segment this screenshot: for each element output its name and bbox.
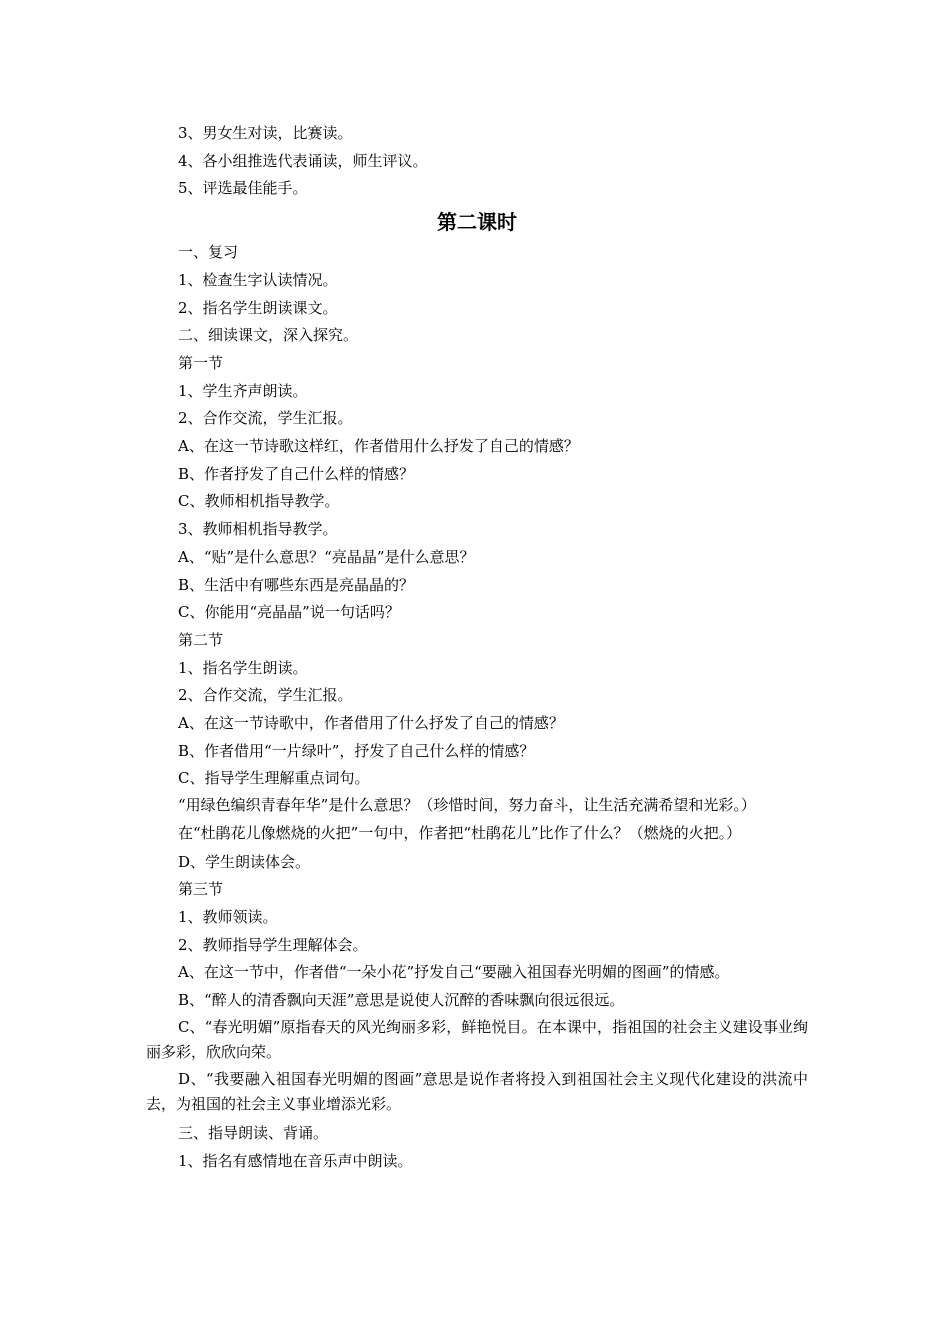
text-line: 1、教师领读。 xyxy=(178,907,278,926)
text-line: 1、指名有感情地在音乐声中朗读。 xyxy=(178,1151,413,1170)
text-line: 4、各小组推选代表诵读，师生评议。 xyxy=(178,151,428,170)
text-line: 2、合作交流，学生汇报。 xyxy=(178,686,353,705)
text-line: 1、指名学生朗读。 xyxy=(178,658,308,677)
paragraph-green-meaning: “用绿色编织青春年华”是什么意思？（珍惜时间，努力奋斗，让生活充满希望和光彩。） xyxy=(178,796,756,815)
text-line: 2、教师指导学生理解体会。 xyxy=(178,935,368,954)
text-line: A、在这一节中，作者借“一朵小花”抒发自己“要融入祖国春光明媚的图画”的情感。 xyxy=(178,963,730,982)
text-line: B、作者借用“一片绿叶”，抒发了自己什么样的情感？ xyxy=(178,741,535,760)
text-line: C、你能用“亮晶晶”说一句话吗？ xyxy=(178,603,400,622)
text-line: B、“醉人的清香飘向天涯”意思是说使人沉醉的香味飘向很远很远。 xyxy=(178,991,625,1010)
text-line: 1、学生齐声朗读。 xyxy=(178,381,308,400)
section-heading: 第二课时 xyxy=(437,210,517,235)
text-line: 2、指名学生朗读课文。 xyxy=(178,298,338,317)
text-line: B、生活中有哪些东西是亮晶晶的？ xyxy=(178,575,415,594)
text-line: B、作者抒发了自己什么样的情感？ xyxy=(178,464,415,483)
text-line: 5、评选最佳能手。 xyxy=(178,179,308,198)
text-line: 3、男女生对读，比赛读。 xyxy=(178,124,353,142)
document-body xyxy=(146,120,808,1176)
text-line: 2、合作交流，学生汇报。 xyxy=(178,409,353,428)
text-line: 1、检查生字认读情况。 xyxy=(178,270,338,289)
paragraph-merge-meaning: D、“我要融入祖国春光明媚的图画”意思是说作者将投入到祖国社会主义现代化建设的洪流中去，为祖国的社会主义事业增添光彩。 xyxy=(146,1070,808,1114)
text-line: A、在这一节诗歌中，作者借用了什么抒发了自己的情感？ xyxy=(178,714,564,733)
text-line: D、学生朗读体会。 xyxy=(178,852,311,871)
paragraph-azalea-metaphor: 在“杜鹃花儿像燃烧的火把”一句中，作者把“杜鹃花儿”比作了什么？（燃烧的火把。） xyxy=(178,823,742,842)
paragraph-spring-meaning: C、“春光明媚”原指春天的风光绚丽多彩，鲜艳悦目。在本课中，指祖国的社会主义建设事业绚丽多彩，欣欣向荣。 xyxy=(146,1017,808,1061)
text-line: 第一节 xyxy=(178,353,224,372)
text-line: 第二节 xyxy=(178,630,224,649)
text-line: 3、教师相机指导教学。 xyxy=(178,520,338,539)
text-line: C、指导学生理解重点词句。 xyxy=(178,769,370,788)
text-line: A、在这一节诗歌这样红，作者借用什么抒发了自己的情感？ xyxy=(178,437,579,456)
text-line: 三、指导朗读、背诵。 xyxy=(178,1124,329,1143)
text-line: A、“贴”是什么意思？“亮晶晶”是什么意思？ xyxy=(178,547,475,566)
text-line: 第三节 xyxy=(178,880,224,899)
text-line: 二、细读课文，深入探究。 xyxy=(178,326,359,345)
text-line: 一、复习 xyxy=(178,243,239,262)
text-line: C、教师相机指导教学。 xyxy=(178,492,340,511)
